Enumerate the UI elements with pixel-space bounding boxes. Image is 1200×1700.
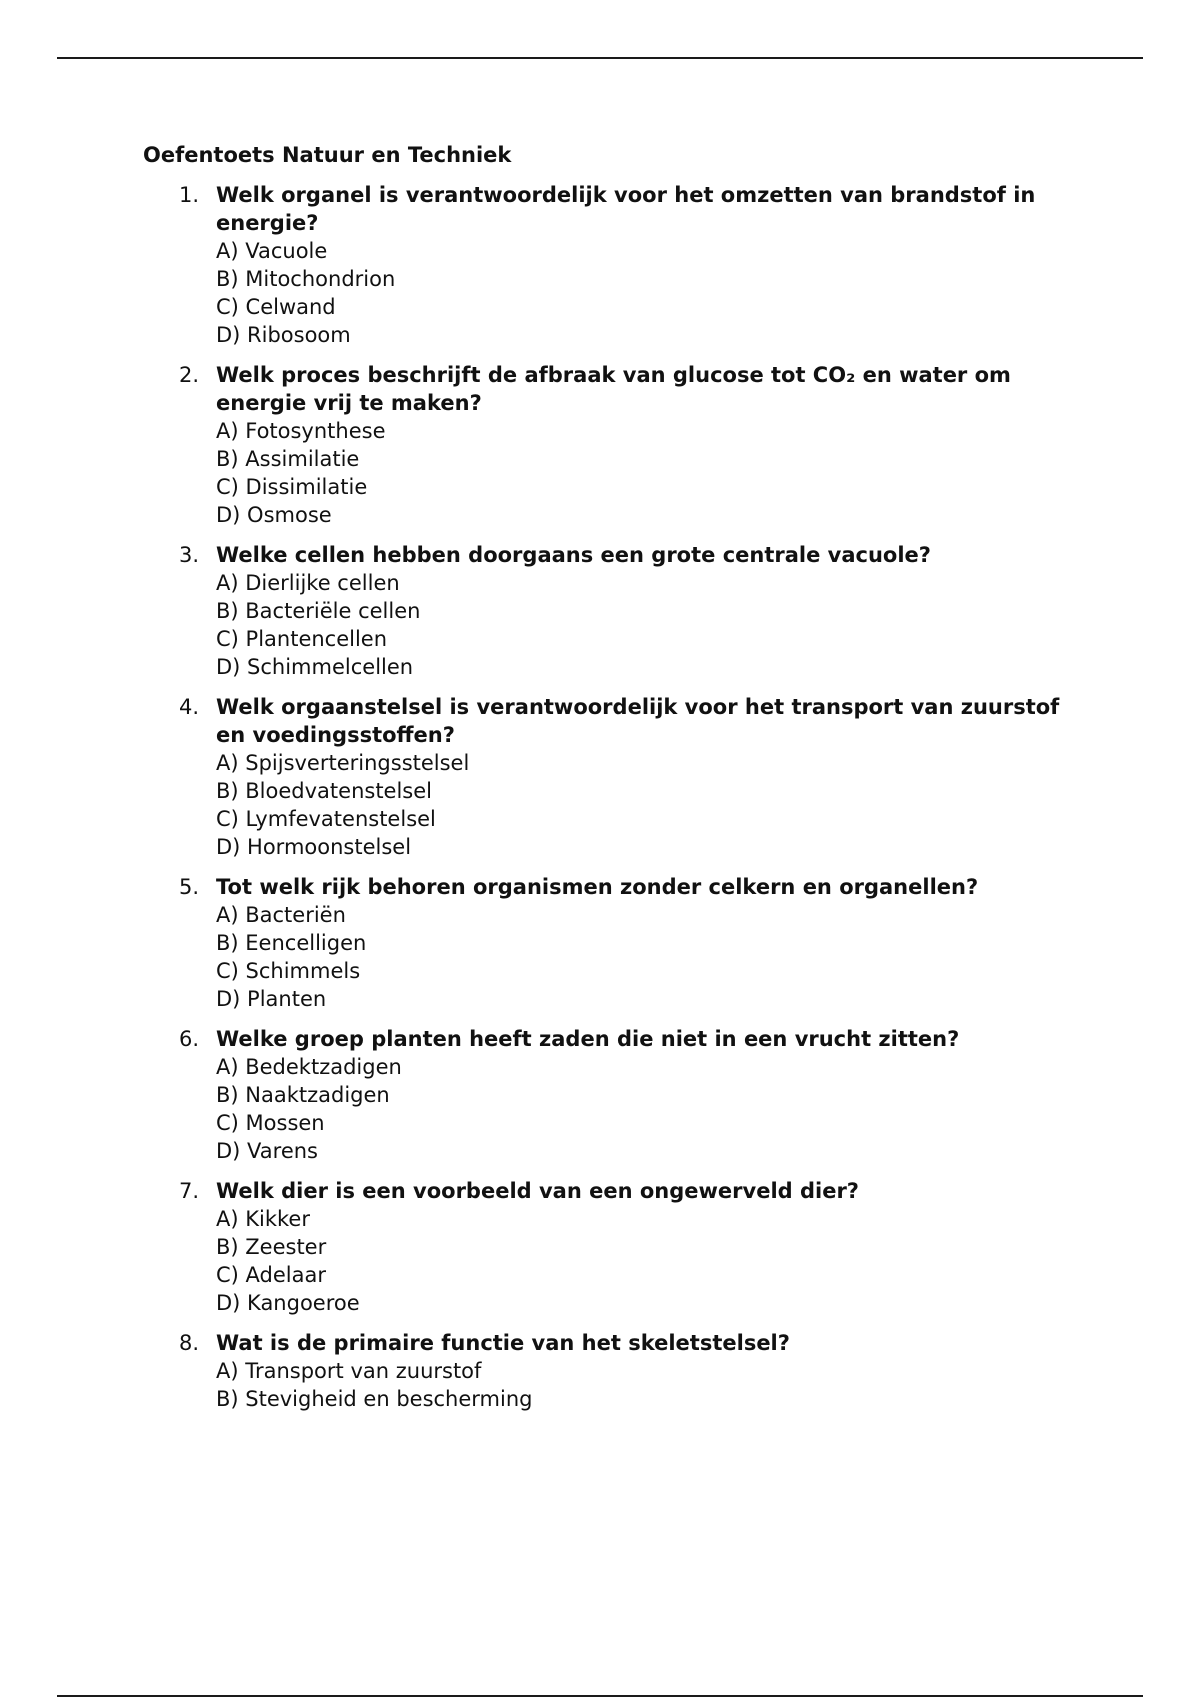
answer-option: D) Osmose <box>216 503 332 527</box>
answer-option: D) Hormoonstelsel <box>216 835 412 859</box>
question-text: Wat is de primaire functie van het skeletstelsel? <box>216 1331 790 1355</box>
question-number: 2. <box>179 363 200 387</box>
question-number: 4. <box>179 695 200 719</box>
question-8 <box>143 1329 1093 1413</box>
question-2 <box>143 361 1093 529</box>
question-number: 3. <box>179 543 200 567</box>
answer-option: C) Adelaar <box>216 1263 326 1287</box>
answer-option: C) Dissimilatie <box>216 475 368 499</box>
document-body <box>143 141 1093 1425</box>
answer-option: B) Bloedvatenstelsel <box>216 779 432 803</box>
question-text: Tot welk rijk behoren organismen zonder celkern en organellen? <box>216 875 979 899</box>
question-5 <box>143 873 1093 1013</box>
answer-option: A) Bedektzadigen <box>216 1055 402 1079</box>
question-text: Welk proces beschrijft de afbraak van glucose tot CO₂ en water om energie vrij te maken? <box>216 363 1011 415</box>
question-number: 1. <box>179 183 200 207</box>
bottom-rule <box>57 1695 1143 1697</box>
question-6 <box>143 1025 1093 1165</box>
answer-option: A) Spijsverteringsstelsel <box>216 751 470 775</box>
question-text: Welk dier is een voorbeeld van een ongewerveld dier? <box>216 1179 859 1203</box>
answer-option: B) Naaktzadigen <box>216 1083 390 1107</box>
answer-option: D) Schimmelcellen <box>216 655 414 679</box>
answer-option: A) Fotosynthese <box>216 419 386 443</box>
question-number: 7. <box>179 1179 200 1203</box>
answer-option: A) Transport van zuurstof <box>216 1359 482 1383</box>
question-number: 8. <box>179 1331 200 1355</box>
answer-option: A) Kikker <box>216 1207 310 1231</box>
answer-option: D) Planten <box>216 987 327 1011</box>
answer-option: D) Varens <box>216 1139 318 1163</box>
question-7 <box>143 1177 1093 1317</box>
answer-option: B) Mitochondrion <box>216 267 396 291</box>
question-number: 5. <box>179 875 200 899</box>
answer-option: C) Mossen <box>216 1111 325 1135</box>
answer-option: C) Lymfevatenstelsel <box>216 807 436 831</box>
answer-option: B) Eencelligen <box>216 931 367 955</box>
question-text: Welke cellen hebben doorgaans een grote centrale vacuole? <box>216 543 931 567</box>
question-text: Welke groep planten heeft zaden die niet in een vrucht zitten? <box>216 1027 960 1051</box>
top-rule <box>57 57 1143 59</box>
question-number: 6. <box>179 1027 200 1051</box>
answer-option: B) Bacteriële cellen <box>216 599 421 623</box>
question-3 <box>143 541 1093 681</box>
question-4 <box>143 693 1093 861</box>
document-title: Oefentoets Natuur en Techniek <box>143 143 512 167</box>
answer-option: C) Plantencellen <box>216 627 388 651</box>
answer-option: B) Zeester <box>216 1235 327 1259</box>
question-1 <box>143 181 1093 349</box>
answer-option: A) Bacteriën <box>216 903 346 927</box>
answer-option: D) Kangoeroe <box>216 1291 360 1315</box>
answer-option: D) Ribosoom <box>216 323 351 347</box>
answer-option: B) Assimilatie <box>216 447 360 471</box>
question-text: Welk orgaanstelsel is verantwoordelijk voor het transport van zuurstof en voedingsstoffen? <box>216 695 1060 747</box>
answer-option: B) Stevigheid en bescherming <box>216 1387 533 1411</box>
answer-option: C) Schimmels <box>216 959 361 983</box>
answer-option: A) Vacuole <box>216 239 328 263</box>
question-text: Welk organel is verantwoordelijk voor het omzetten van brandstof in energie? <box>216 183 1036 235</box>
answer-option: C) Celwand <box>216 295 336 319</box>
answer-option: A) Dierlijke cellen <box>216 571 400 595</box>
